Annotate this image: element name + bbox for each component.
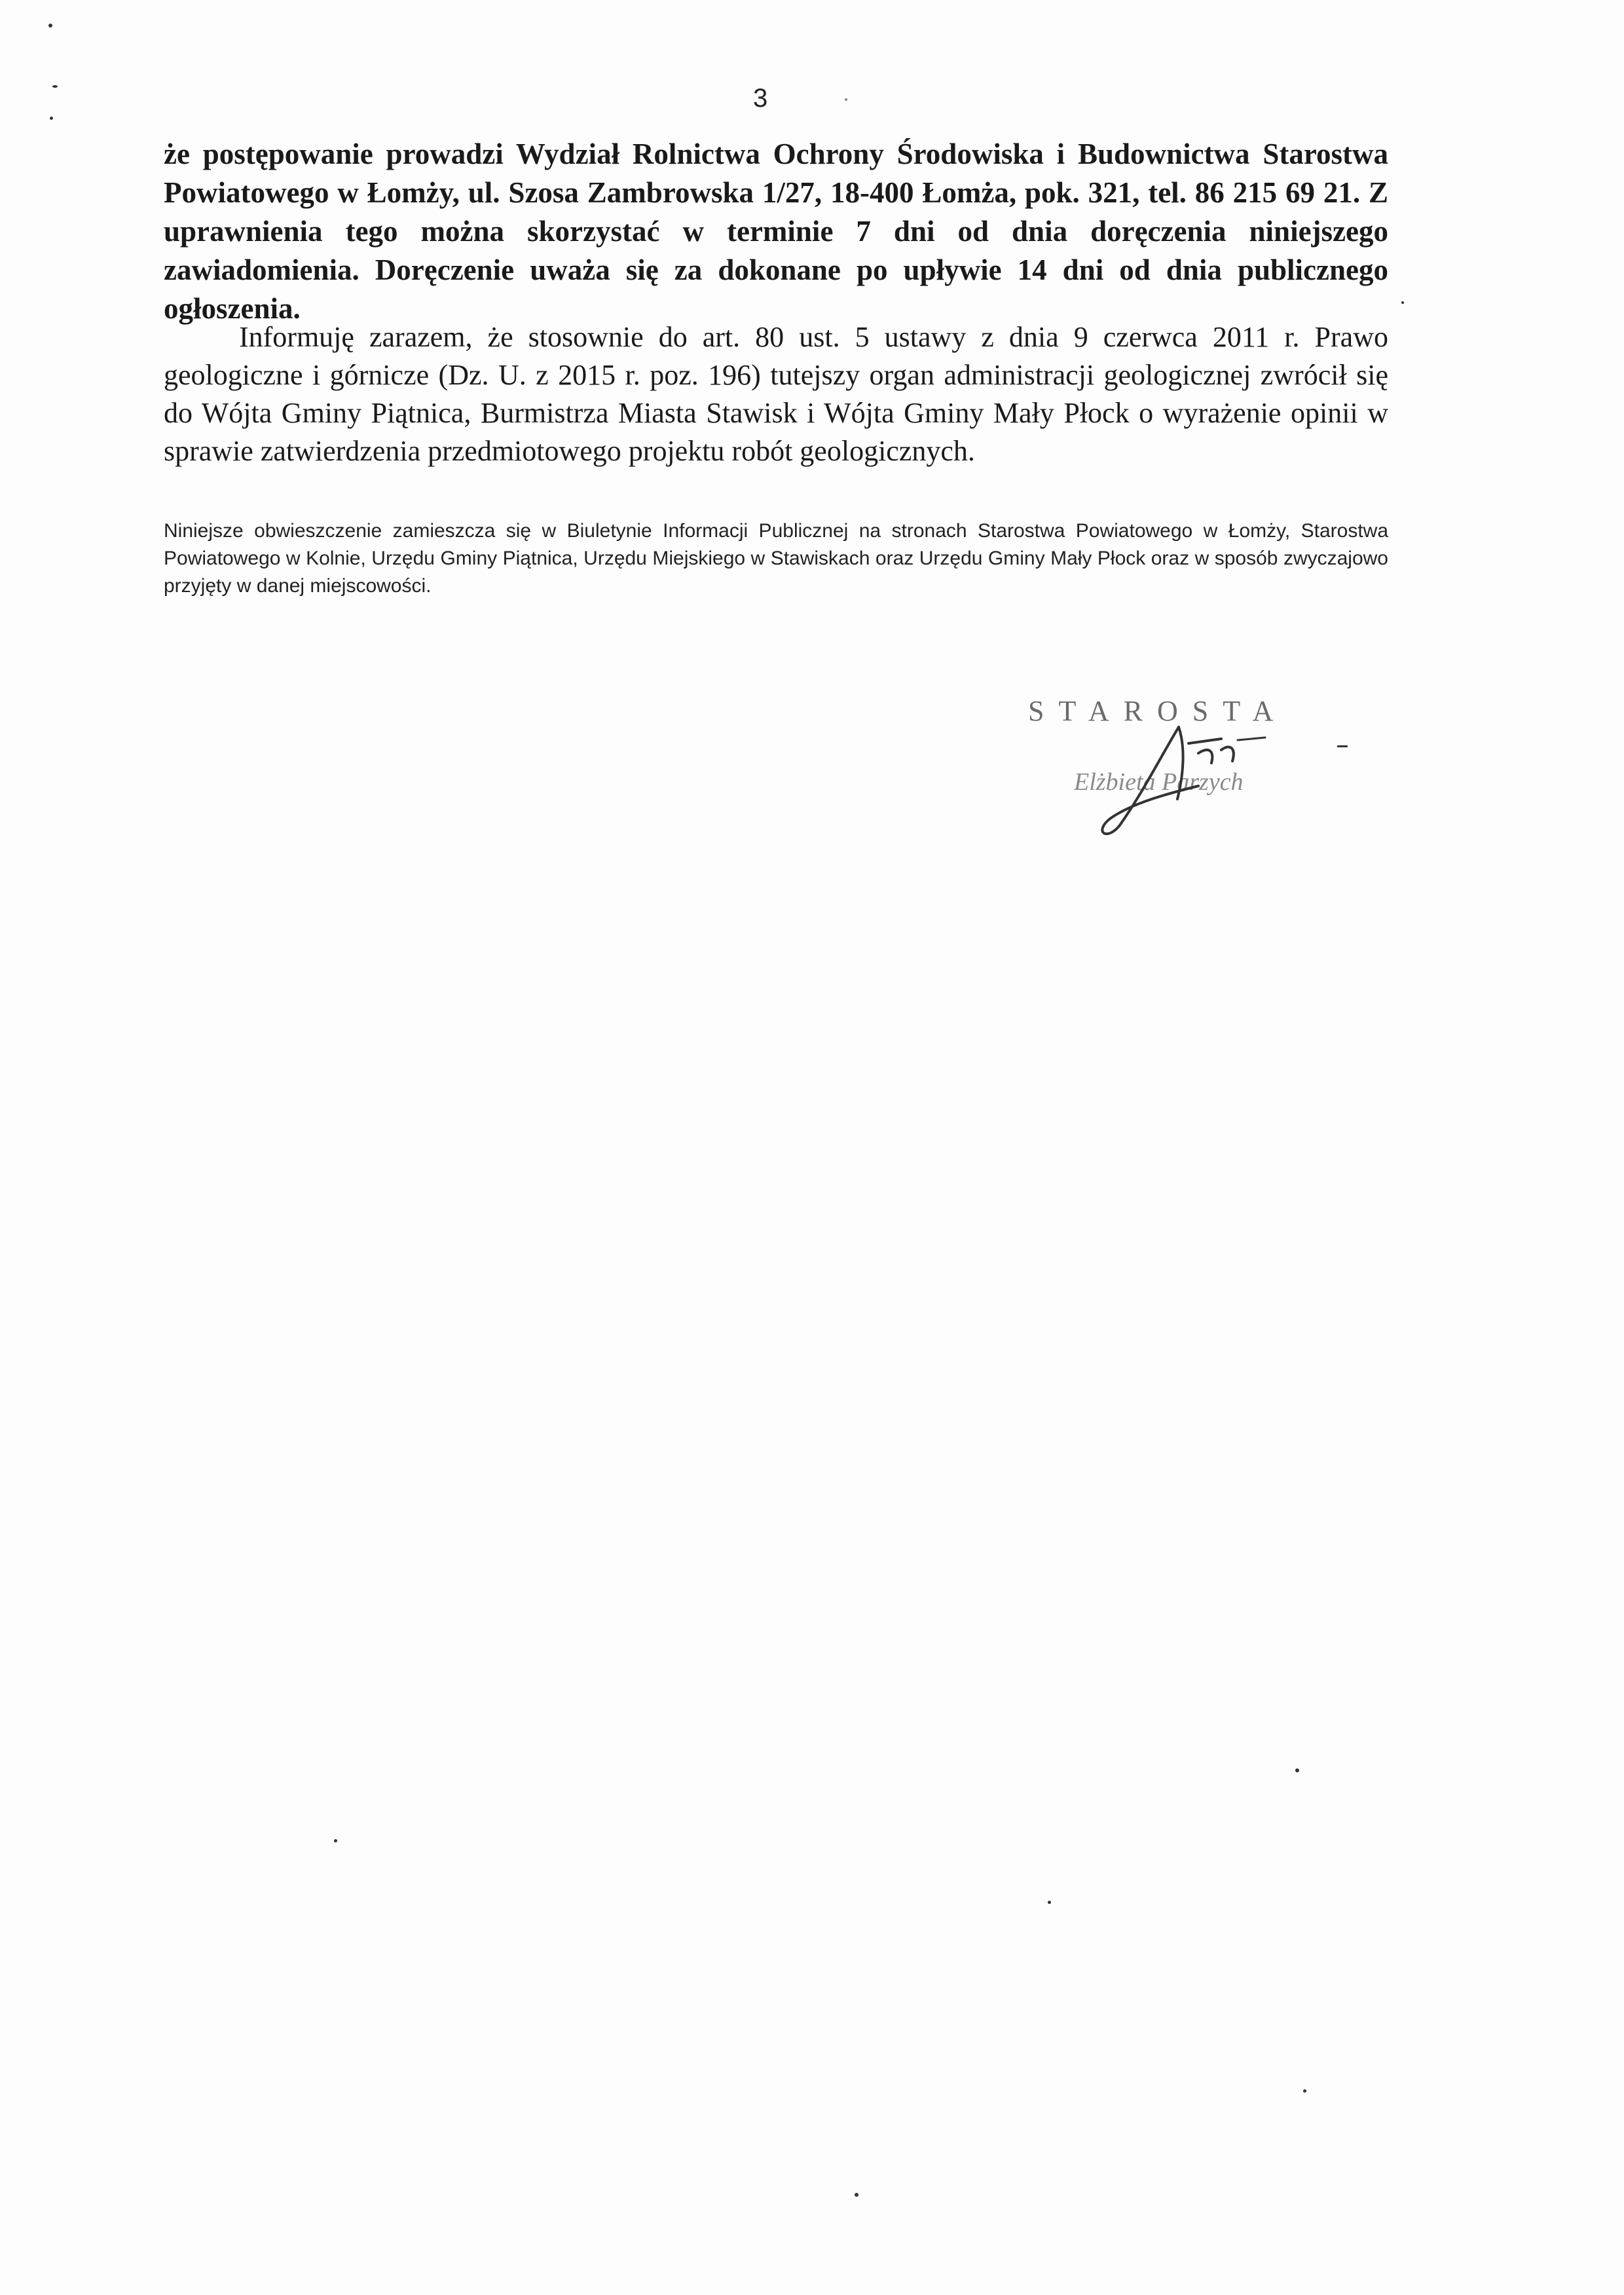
scan-speck xyxy=(334,1839,337,1842)
scan-speck xyxy=(845,98,847,101)
stamp-name: Elżbieta Parzych xyxy=(1074,768,1244,796)
paragraph-geological-opinion: Informuję zarazem, że stosownie do art. 80 ust. 5 ustawy z dnia 9 czerwca 2011 r. Prawo geologiczne i górnicze (Dz. U. z 2015 r. poz. 196) tutejszy organ administracji geologicznej zwrócił się do Wójta Gminy Piątnica, Burmistrza Miasta Stawisk i Wójta Gminy Mały Płock o wyrażenie opinii w sprawie zatwierdzenia przedmiotowego projektu robót geologicznych. xyxy=(164,321,1388,467)
scan-speck xyxy=(50,117,53,120)
scan-speck xyxy=(1337,745,1348,747)
stamp-title: STAROSTA xyxy=(1028,695,1288,727)
scan-speck xyxy=(1295,1768,1299,1772)
handwritten-signature xyxy=(1080,714,1277,845)
scan-speck xyxy=(52,85,58,88)
scan-speck xyxy=(1048,1901,1051,1904)
scan-speck xyxy=(1303,2089,1306,2093)
starosta-stamp xyxy=(1028,694,1342,851)
scan-speck xyxy=(1401,301,1404,304)
page-number: 3 xyxy=(753,84,768,113)
paragraph-procedure-info: że postępowanie prowadzi Wydział Rolnictwa Ochrony Środowiska i Budownictwa Starostwa Powiatowego w Łomży, ul. Szosa Zambrowska 1/27, 18-400 Łomża, pok. 321, tel. 86 215 69 21. Z uprawnienia tego można skorzystać w terminie 7 dni od dnia doręczenia niniejszego zawiadomienia. Doręczenie uważa się za dokonane po upływie 14 dni od dnia publicznego ogłoszenia. xyxy=(164,138,1388,325)
publication-notice: Niniejsze obwieszczenie zamieszcza się w Biuletynie Informacji Publicznej na stronach Starostwa Powiatowego w Łomży, Starostwa Powiatowego w Kolnie, Urzędu Gminy Piątnica, Urzędu Miejskiego w Stawiskach oraz Urzędu Gminy Mały Płock oraz w sposób zwyczajowo przyjęty w danej miejscowości. xyxy=(164,520,1388,597)
scan-speck xyxy=(855,2193,858,2197)
scan-speck xyxy=(48,24,52,28)
